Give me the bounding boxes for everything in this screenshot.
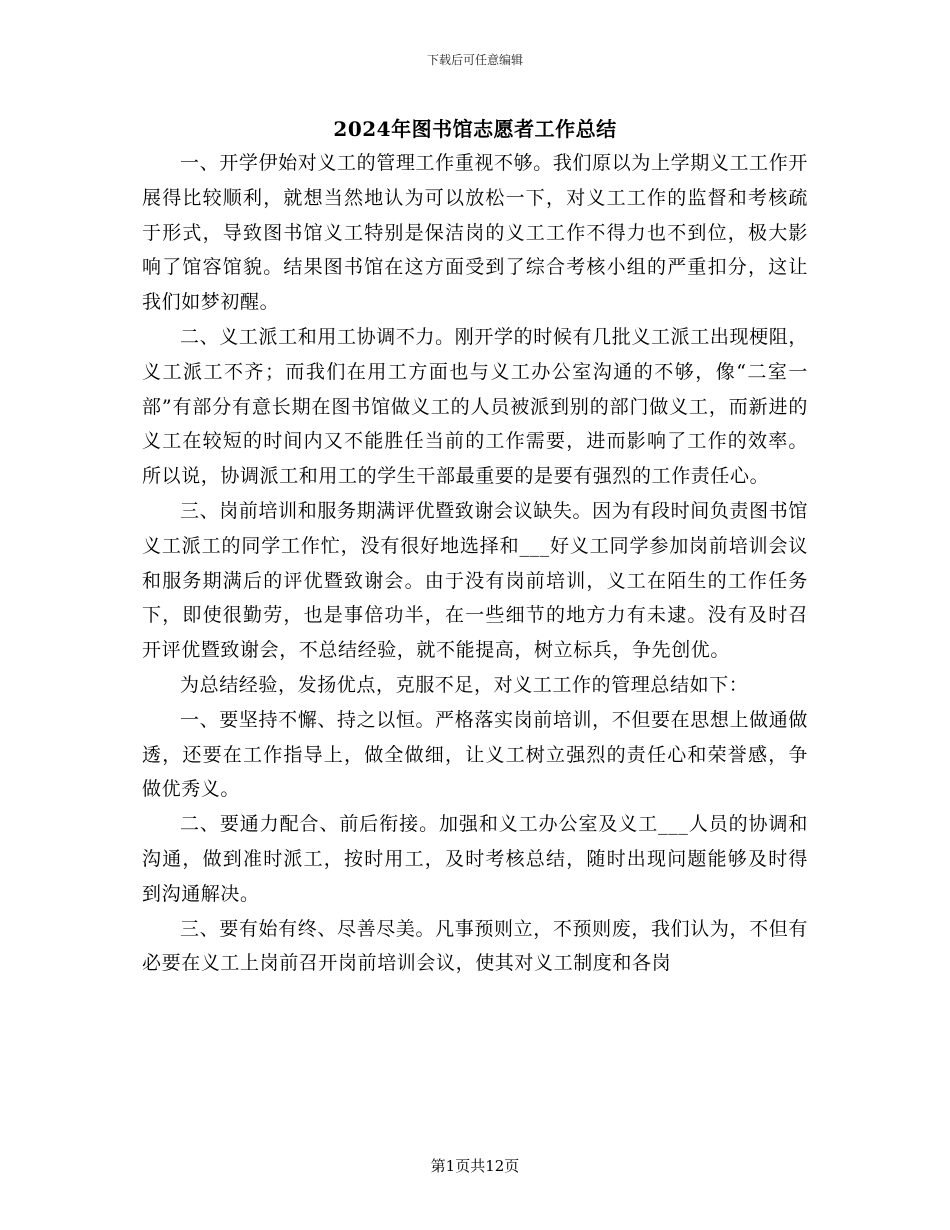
paragraph-3: 三、岗前培训和服务期满评优暨致谢会议缺失。因为有段时间负责图书馆义工派工的同学工作忙，没有很好地选择和___好义工同学参加岗前培训会议和服务期满后的评优暨致谢会。由于没有岗前培训，义工在陌生的工作任务下，即使很勤劳，也是事倍功半，在一些细节的地方力有未逮。没有及时召开评优暨致谢会，不总结经验，就不能提高，树立标兵，争先创优。 bbox=[142, 499, 808, 662]
paragraph-6: 二、要通力配合、前后衔接。加强和义工办公室及义工___人员的协调和沟通，做到准时派工，按时用工，及时考核总结，随时出现问题能够及时得到沟通解决。 bbox=[142, 813, 808, 905]
paragraph-4: 为总结经验，发扬优点，克服不足，对义工工作的管理总结如下： bbox=[180, 673, 749, 696]
page-header-note: 下载后可任意编辑 bbox=[426, 53, 523, 67]
paragraph-1: 一、开学伊始对义工的管理工作重视不够。我们原以为上学期义工工作开展得比较顺利，就想当然地认为可以放松一下，对义工工作的监督和考核疏于形式，导致图书馆义工特别是保洁岗的义工工作不得力也不到位，极大影响了馆容馆貌。结果图书馆在这方面受到了综合考核小组的严重扣分，这让我们如梦初醒。 bbox=[142, 152, 808, 314]
document-body bbox=[142, 146, 808, 981]
page-number-footer: 第1页共12页 bbox=[430, 1157, 520, 1175]
paragraph-7: 三、要有始有终、尽善尽美。凡事预则立，不预则废，我们认为，不但有必要在义工上岗前召开岗前培训会议，使其对义工制度和各岗 bbox=[142, 917, 808, 975]
document-title: 2024年图书馆志愿者工作总结 bbox=[333, 117, 617, 141]
paragraph-2: 二、义工派工和用工协调不力。刚开学的时候有几批义工派工出现梗阻，义工派工不齐；而我们在用工方面也与义工办公室沟通的不够，像“二室一部”有部分有意长期在图书馆做义工的人员被派到别的部门做义工，而新进的义工在较短的时间内又不能胜任当前的工作需要，进而影响了工作的效率。所以说，协调派工和用工的学生干部最重要的是要有强烈的工作责任心。 bbox=[142, 325, 808, 488]
paragraph-5: 一、要坚持不懈、持之以恒。严格落实岗前培训，不但要在思想上做通做透，还要在工作指导上，做全做细，让义工树立强烈的责任心和荣誉感，争做优秀义。 bbox=[142, 708, 808, 801]
